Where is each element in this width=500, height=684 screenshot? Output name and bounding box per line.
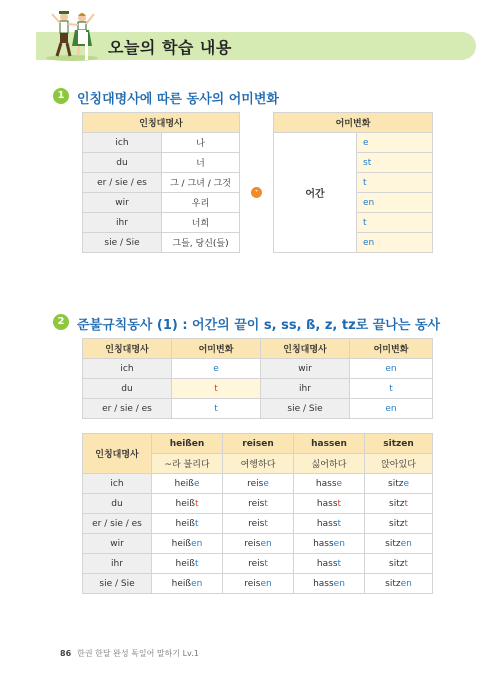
lesson-title: 오늘의 학습 내용 bbox=[108, 38, 232, 57]
plus-icon: ⁺ bbox=[251, 187, 262, 198]
table-row: st bbox=[274, 153, 433, 173]
table-row: ihr heißt reist hasst sitzt bbox=[83, 554, 433, 574]
table-row: en bbox=[274, 193, 433, 213]
table-row: du heißt reist hasst sitzt bbox=[83, 494, 433, 514]
verb-header: heißen bbox=[152, 434, 223, 454]
dancing-couple-illustration bbox=[42, 8, 102, 62]
banner-divider bbox=[82, 30, 90, 62]
table-row: ihr 너희 bbox=[83, 213, 240, 233]
conjugation-table bbox=[82, 433, 433, 594]
banner-bar bbox=[36, 32, 476, 60]
table-row: du 너 bbox=[83, 153, 240, 173]
pronoun-column-header: 인칭대명사 bbox=[83, 434, 152, 474]
section-title: 준불규칙동사 (1) : 어간의 끝이 s, ss, ß, z, tz로 끝나는 동사 bbox=[77, 318, 441, 333]
table-row: t bbox=[274, 173, 433, 193]
table-row: er / sie / es t sie / Sie en bbox=[83, 399, 433, 419]
page-number: 86 bbox=[60, 649, 72, 658]
table-row: ich 나 bbox=[83, 133, 240, 153]
pronoun-table bbox=[82, 112, 240, 253]
verb-meaning: 앉아있다 bbox=[365, 454, 433, 474]
table-row: 어간 e bbox=[274, 133, 433, 153]
ending-summary-table: 인칭대명사 어미변화 인칭대명사 어미변화 ich e wir en du t ihr t er / sie / es t sie / Sie en bbox=[82, 338, 433, 419]
section-number: 2 bbox=[53, 314, 69, 330]
table-row: wir 우리 bbox=[83, 193, 240, 213]
page-footer bbox=[60, 648, 199, 659]
verb-header: hassen bbox=[294, 434, 365, 454]
table-row: er / sie / es 그 / 그녀 / 그것 bbox=[83, 173, 240, 193]
verb-meaning: ~라 불리다 bbox=[152, 454, 223, 474]
table-row: du t ihr t bbox=[83, 379, 433, 399]
verb-meaning: 싫어하다 bbox=[294, 454, 365, 474]
pronoun-table-header: 인칭대명사 bbox=[83, 113, 240, 133]
lesson-banner bbox=[0, 30, 500, 62]
table-row: t bbox=[274, 213, 433, 233]
verb-header: sitzen bbox=[365, 434, 433, 454]
verb-header: reisen bbox=[223, 434, 294, 454]
section-title: 인칭대명사에 따른 동사의 어미변화 bbox=[77, 92, 279, 107]
table-row: en bbox=[274, 233, 433, 253]
table-row: er / sie / es heißt reist hasst sitzt bbox=[83, 514, 433, 534]
table-row: ich heiße reise hasse sitze bbox=[83, 474, 433, 494]
table-row: wir heißen reisen hassen sitzen bbox=[83, 534, 433, 554]
table-row: ich e wir en bbox=[83, 359, 433, 379]
stem-label: 어간 bbox=[274, 133, 357, 253]
ending-table bbox=[273, 112, 433, 253]
table-row: sie / Sie 그들, 당신(들) bbox=[83, 233, 240, 253]
ending-table-header: 어미변화 bbox=[274, 113, 433, 133]
section-number: 1 bbox=[53, 88, 69, 104]
book-title: 한권 한달 완성 독일어 말하기 Lv.1 bbox=[77, 649, 199, 658]
verb-meaning: 여행하다 bbox=[223, 454, 294, 474]
table-row: sie / Sie heißen reisen hassen sitzen bbox=[83, 574, 433, 594]
